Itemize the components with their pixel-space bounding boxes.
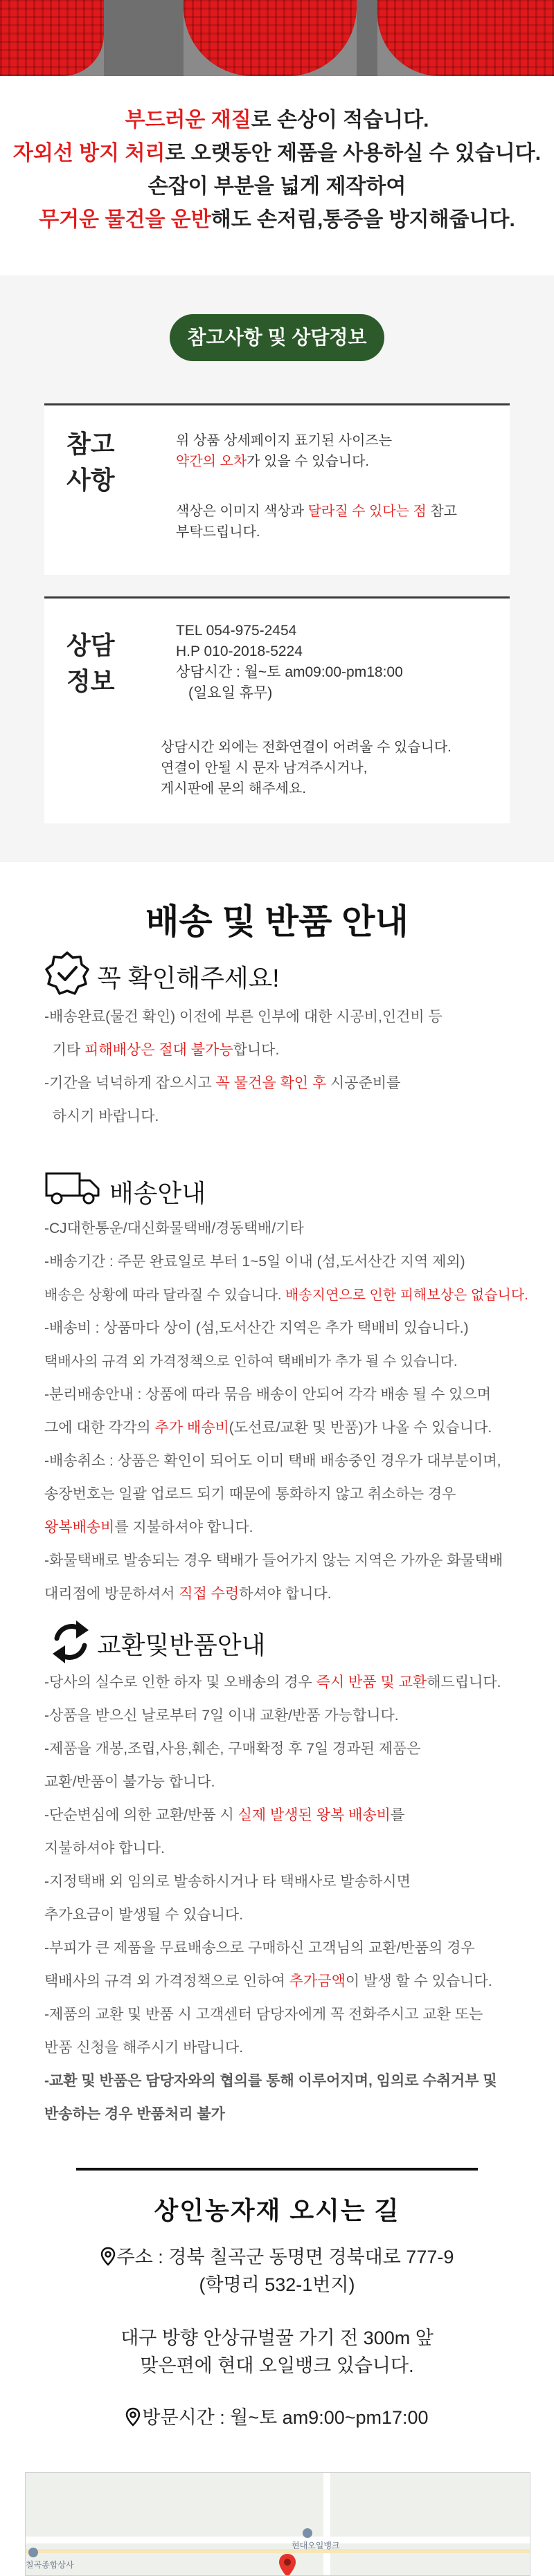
feature-line-2: 자외선 방지 처리로 오랫동안 제품을 사용하실 수 있습니다. <box>12 142 542 165</box>
contact-holiday: (일요일 휴무) <box>188 685 273 701</box>
visit-address-lot: (학명리 532-1번지) <box>199 2274 355 2295</box>
delivery-heading: 배송안내 <box>109 1179 206 1207</box>
feature-line-3: 손잡이 부분을 넓게 제작하여 <box>148 175 406 198</box>
map-pin-icon <box>278 2553 297 2576</box>
shipping-title: 배송 및 반품 안내 <box>145 902 409 941</box>
confirm-heading: 꼭 확인해주세요! <box>97 964 280 992</box>
contact-hp: H.P 010-2018-5224 <box>176 643 303 659</box>
contact-heading: 상담 정보 <box>66 631 115 695</box>
location-pin-icon <box>125 2407 141 2431</box>
check-badge-icon <box>44 951 90 996</box>
basket-image-right <box>377 0 554 76</box>
visit-direction-1: 대구 방향 안상규벌꿀 가기 전 300m 앞 <box>120 2328 434 2348</box>
contact-hours: 상담시간 : 월~토 am09:00-pm18:00 <box>176 664 403 680</box>
map-label-left: 칠곡종합상사 <box>26 2560 74 2570</box>
returns-heading: 교환및반품안내 <box>97 1631 266 1659</box>
location-map[interactable] <box>25 2472 530 2576</box>
contact-info <box>176 621 403 704</box>
notes-heading: 참고 사항 <box>66 430 115 494</box>
map-marker-icon <box>303 2528 312 2538</box>
visit-address: 주소 : 경북 칠곡군 동명면 경북대로 777-9 <box>0 2242 554 2271</box>
notes-card <box>44 403 510 575</box>
confirm-list: -배송완료(물건 확인) 이전에 부른 인부에 대한 시공비,인건비 등 기타 피해배상은 절대 불가능합니다. -기간을 넉넉하게 잡으시고 꼭 물건을 확인 후 시공준비를 하시기 바랍니다. <box>44 1009 443 1124</box>
contact-tel: TEL 054-975-2454 <box>176 623 297 639</box>
reference-title-badge: 참고사항 및 상담정보 <box>170 314 384 361</box>
exchange-arrows-icon <box>50 1618 91 1666</box>
location-pin-icon <box>100 2247 116 2271</box>
map-marker-icon <box>28 2548 38 2557</box>
feature-line-4: 무거운 물건을 운반해도 손저림,통증을 방지해줍니다. <box>39 208 515 231</box>
returns-list: -당사의 실수로 인한 하자 및 오배송의 경우 즉시 반품 및 교환해드립니다. -상품을 받으신 날로부터 7일 이내 교환/반품 가능합니다. -제품을 개봉,조립,사용,훼손, 구매확정 후 7일 경과된 제품은 교환/반품이 불가능 합니다. -단순변심에 의한 교환/반품 시 실제 발생된 왕복 배송비를 지불하셔야 합니다. -지정택배 외 임의로 발송하시거나 타 택배사로 발송하시면 추가요금이 발생될 수 있습니다. -부피가 큰 제품을 무료배송으로 구매하신 고객님의 교환/반품의 경우 택배사의 규격 외 가격정책으로 인하여 추가금액이 발생 할 수 있습니다. -제품의 교환 및 반품 시 고객센터 담당자에게 꼭 전화주시고 교환 또는 반품 신청을 해주시기 바랍니다. -교환 및 반품은 담당자와의 협의를 통해 이루어지며, 임의로 수취거부 및 반송하는 경우 반품처리 불가 <box>44 1674 501 2122</box>
notes-text: 위 상품 상세페이지 표기된 사이즈는 약간의 오차가 있을 수 있습니다. 색상은 이미지 색상과 달라질 수 있다는 점 참고 부탁드립니다. <box>176 433 457 540</box>
contact-notes: 상담시간 외에는 전화연결이 어려울 수 있습니다. 연결이 안될 시 문자 남겨주시거나, 게시판에 문의 해주세요. <box>161 740 452 796</box>
delivery-list: -CJ대한통운/대신화물택배/경동택배/기타 -배송기간 : 주문 완료일로 부터 1~5일 이내 (섬,도서산간 지역 제외) 배송은 상황에 따라 달라질 수 있습니다. 배송지연으로 인한 피해보상은 없습니다. -배송비 : 상품마다 상이 (섬,도서산간 지역은 추가 택배비 있습니다.) 택배사의 규격 외 가격정책으로 인하여 택배비가 추가 될 수 있습니다. -분리배송안내 : 상품에 따라 묶음 배송이 안되어 각각 배송 될 수 있으며 그에 대한 각각의 추가 배송비(도선료/교환 및 반품)가 나올 수 있습니다. -배송취소 : 상품은 확인이 되어도 이미 택배 배송중인 경우가 대부분이며, 송장번호는 일괄 업로드 되기 때문에 통화하지 않고 취소하는 경우 왕복배송비를 지불하셔야 합니다. -화물택배로 발송되는 경우 택배가 들어가지 않는 지역은 가까운 화물택배 대리점에 방문하셔서 직접 수령하셔야 합니다. <box>44 1221 528 1602</box>
contact-card <box>44 596 510 823</box>
visit-hours: 방문시간 : 월~토 am9:00~pm17:00 <box>0 2402 554 2431</box>
feature-line-1: 부드러운 재질로 손상이 적습니다. <box>125 109 429 131</box>
map-label-right: 현대오일뱅크 <box>292 2541 340 2550</box>
basket-image-center <box>184 0 357 76</box>
visit-divider <box>76 2168 478 2171</box>
truck-icon <box>44 1169 102 1207</box>
visit-direction-2: 맞은편에 현대 오일뱅크 있습니다. <box>140 2355 414 2376</box>
basket-image-left <box>0 0 104 76</box>
visit-title: 상인농자재 오시는 길 <box>154 2196 400 2225</box>
product-photo-strip <box>0 0 554 76</box>
